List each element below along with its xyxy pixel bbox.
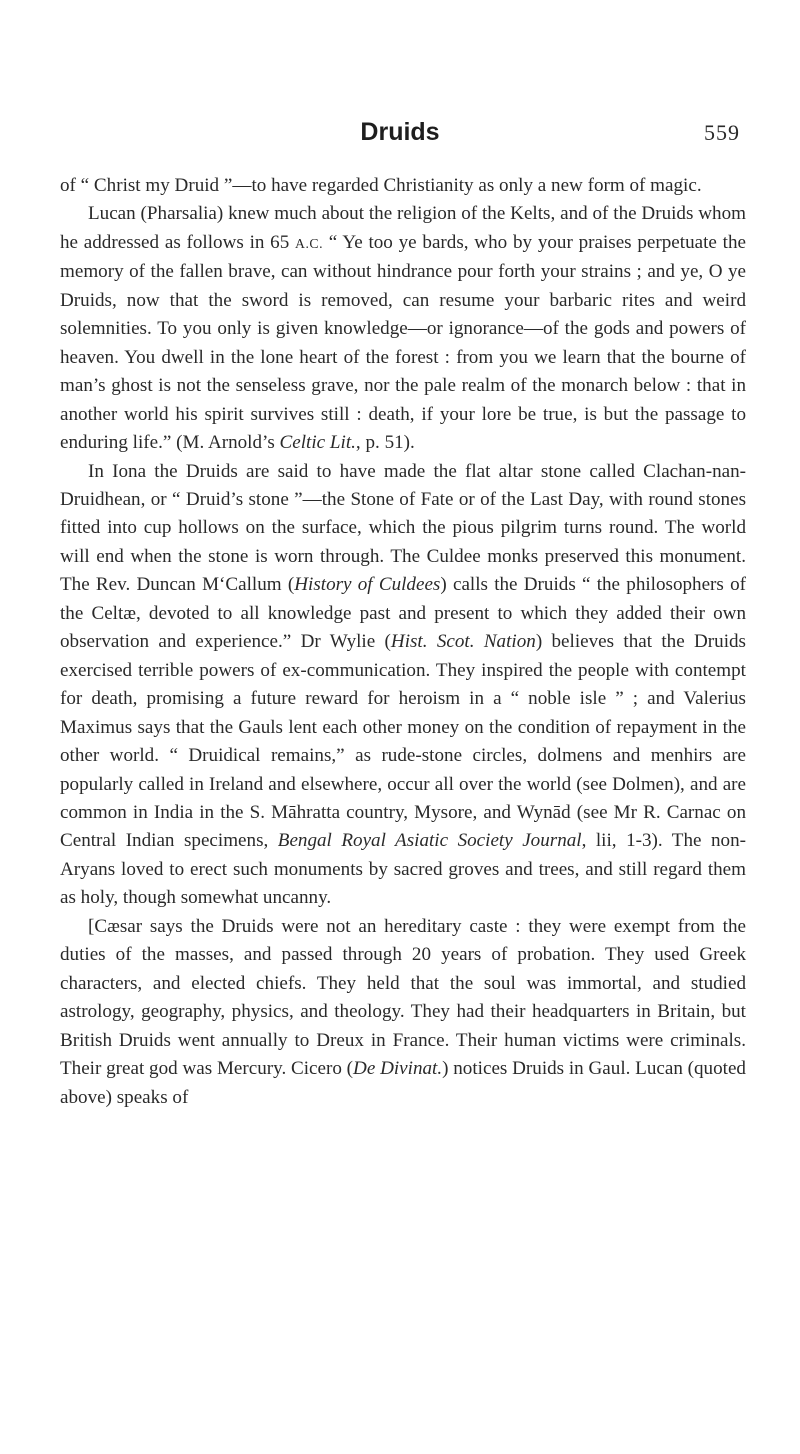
- text-run: ) believes that the Druids exercised terrible powers of ex-communication. They inspired the people with contempt for death, promising a future reward for heroism in a “ noble isle ” ; and Valerius Maximus says that the Gauls lent each other money on the condition of repayment in the other world. “ Druidical remains,” as rude-stone circles, dolmens and menhirs are popularly called in Ireland and elsewhere, occur all over the world (see Dolmen), and are common in India in the S. Māhratta country, Mysore, and Wynād (see Mr R. Carnac on Central Indian specimens,: [60, 631, 746, 852]
- italic-text: History of Culdees: [294, 574, 441, 596]
- italic-text: Hist. Scot. Nation: [390, 631, 536, 653]
- paragraph: [60, 913, 746, 1112]
- text-run: [Cæsar says the Druids were not an hereditary caste : they were exempt from the duties of the masses, and passed through 20 years of probation. They used Greek characters, and elected chiefs. They held that the soul was immortal, and studied astrology, geography, physics, and theology. They had their headquarters in Britain, but British Druids went annually to Dreux in France. Their human victims were criminals. Their great god was Mercury. Cicero (: [60, 915, 746, 1080]
- page-number: 559: [704, 120, 740, 145]
- text-run: “ Ye too ye bards, who by your praises perpetuate the memory of the fallen brave, can without hindrance pour forth your strains ; and ye, O ye Druids, now that the sword is removed, can resume your barbaric rites and weird solemnities. To you only is given knowledge—or ignorance—of the gods and powers of heaven. You dwell in the lone heart of the forest : from you we learn that the bourne of man’s ghost is not the senseless grave, nor the pale realm of the monarch below : that in another world his spirit survives still : death, if your lore be true, is but the passage to enduring life.” (M. Arnold’s: [60, 231, 746, 454]
- text-run: , lii, 1-3). The non-Aryans loved to erect such monuments by sacred groves and trees, and still regard them as holy, though somewhat uncanny.: [60, 830, 746, 909]
- italic-text: Bengal Royal Asiatic Society Journal: [277, 830, 582, 852]
- text-run: ) calls the Druids “ the philosophers of the Celtæ, devoted to all knowledge past and present to which they added their own observation and experience.” Dr Wylie (: [60, 574, 746, 653]
- text-run: A.C.: [295, 235, 324, 251]
- text-run: of “ Christ my Druid ”—to have regarded Christianity as only a new form of magic.: [60, 175, 702, 196]
- paragraph: [60, 172, 746, 200]
- text-run: ) notices Druids in Gaul. Lucan (quoted above) speaks of: [60, 1058, 746, 1108]
- paragraph: [60, 200, 746, 457]
- paragraph: [60, 458, 746, 913]
- text-run: Lucan (Pharsalia) knew much about the religion of the Kelts, and of the Druids whom he addressed as follows in 65: [60, 203, 746, 253]
- italic-text: De Divinat.: [353, 1058, 443, 1080]
- text-run: In Iona the Druids are said to have made the flat altar stone called Clachan-nan-Druidhean, or “ Druid’s stone ”—the Stone of Fate or of the Last Day, with round stones fitted into cup hollows on the surface, which the pious pilgrim turns round. The world will end when the stone is worn through. The Culdee monks preserved this monument. The Rev. Duncan M‘Callum (: [60, 460, 746, 596]
- page-title: Druids: [360, 118, 440, 146]
- body-text: [60, 172, 746, 1112]
- text-run: , p. 51).: [355, 432, 415, 454]
- italic-text: Celtic Lit.: [279, 432, 356, 454]
- running-head: [0, 118, 800, 154]
